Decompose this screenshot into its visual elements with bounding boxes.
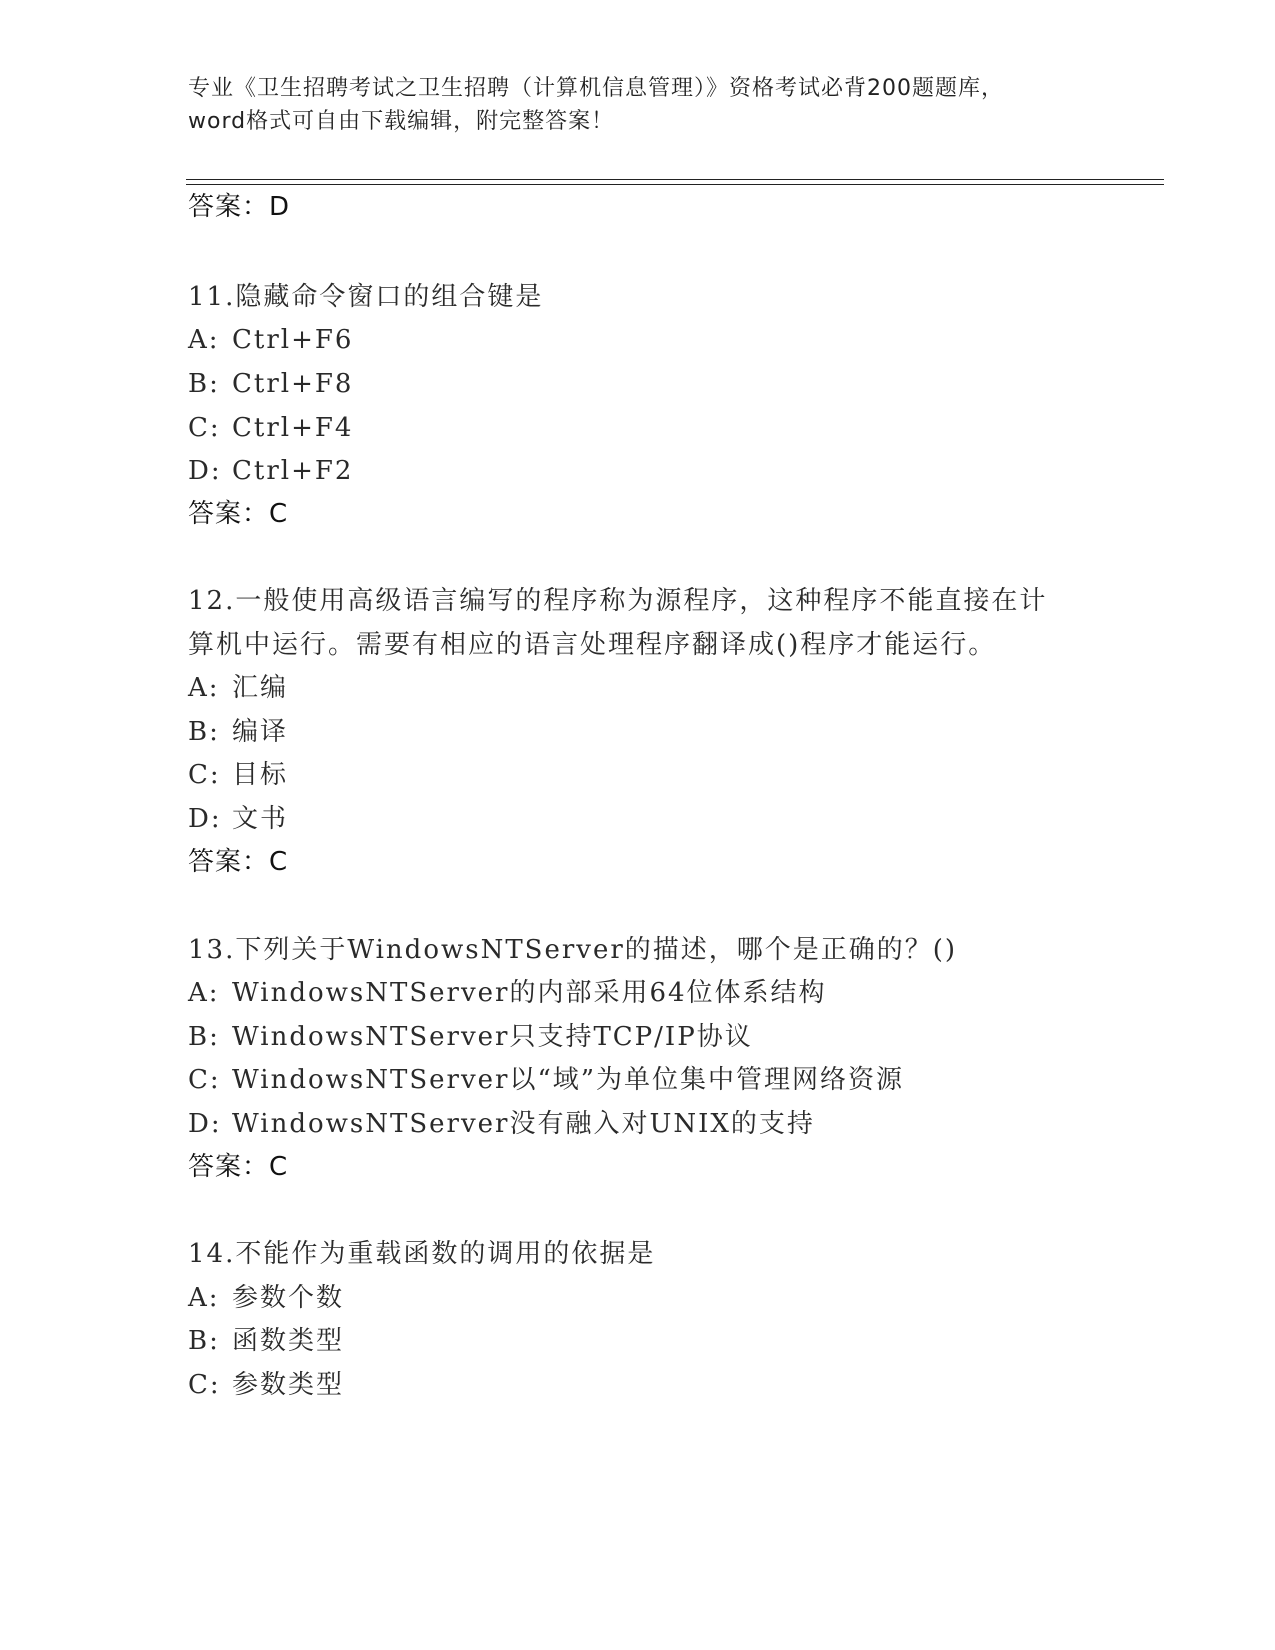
question-13-stem: 13.下列关于WindowsNTServer的描述，哪个是正确的？() — [188, 935, 958, 965]
option-text: WindowsNTServer以“域”为单位集中管理网络资源 — [232, 1065, 905, 1095]
document-header — [188, 72, 1088, 138]
question-13-answer: 答案：C — [188, 1152, 289, 1182]
option-letter: D: — [188, 804, 222, 834]
header-rule-top — [186, 179, 1164, 180]
question-11-answer: 答案：C — [188, 499, 289, 529]
option-letter: A: — [188, 1283, 220, 1313]
option-text: 文书 — [232, 804, 289, 834]
option-text: WindowsNTServer只支持TCP/IP协议 — [232, 1022, 753, 1052]
option-text: Ctrl+F8 — [232, 369, 354, 399]
header-line-2: word格式可自由下载编辑，附完整答案！ — [188, 109, 615, 134]
question-12-stem-line-1: 12.一般使用高级语言编写的程序称为源程序，这种程序不能直接在计 — [188, 586, 1048, 616]
header-line-1: 专业《卫生招聘考试之卫生招聘（计算机信息管理）》资格考试必背200题题库， — [188, 76, 1004, 101]
option-text: 函数类型 — [232, 1326, 345, 1356]
question-13-option-d — [188, 1107, 815, 1141]
question-12-option-d — [188, 802, 288, 836]
question-12-option-b — [188, 715, 288, 749]
option-letter: D: — [188, 1109, 222, 1139]
option-letter: A: — [188, 325, 220, 355]
option-letter: C: — [188, 760, 221, 790]
question-14-stem: 14.不能作为重载函数的调用的依据是 — [188, 1239, 656, 1269]
option-letter: B: — [188, 369, 220, 399]
option-text: Ctrl+F6 — [232, 325, 354, 355]
question-12-answer: 答案：C — [188, 847, 289, 877]
question-12-option-c — [188, 758, 288, 792]
option-letter: A: — [188, 978, 220, 1008]
option-letter: C: — [188, 413, 221, 443]
previous-answer: 答案：D — [188, 192, 291, 222]
question-13-option-a — [188, 976, 827, 1010]
option-text: WindowsNTServer没有融入对UNIX的支持 — [232, 1109, 815, 1139]
question-11-option-b — [188, 367, 353, 401]
option-letter: C: — [188, 1065, 221, 1095]
question-14-option-a — [188, 1281, 344, 1315]
option-text: 目标 — [232, 760, 289, 790]
option-letter: D: — [188, 456, 222, 486]
option-text: 编译 — [232, 717, 289, 747]
option-letter: A: — [188, 673, 220, 703]
question-12-stem-line-2: 算机中运行。需要有相应的语言处理程序翻译成()程序才能运行。 — [188, 630, 997, 660]
option-text: 参数类型 — [232, 1370, 345, 1400]
question-13-option-b — [188, 1020, 753, 1054]
option-letter: B: — [188, 1326, 220, 1356]
question-11-option-a — [188, 323, 353, 357]
question-12-option-a — [188, 671, 288, 705]
question-13-option-c — [188, 1063, 904, 1097]
header-rule-bottom — [186, 184, 1164, 185]
option-letter: B: — [188, 1022, 220, 1052]
question-14-option-b — [188, 1324, 344, 1358]
option-letter: B: — [188, 717, 220, 747]
question-11-option-d — [188, 454, 353, 488]
question-11-option-c — [188, 411, 353, 445]
option-text: 参数个数 — [232, 1283, 345, 1313]
question-14-option-c — [188, 1368, 344, 1402]
option-letter: C: — [188, 1370, 221, 1400]
option-text: Ctrl+F2 — [232, 456, 354, 486]
question-11-stem: 11.隐藏命令窗口的组合键是 — [188, 282, 544, 312]
option-text: WindowsNTServer的内部采用64位体系结构 — [232, 978, 827, 1008]
option-text: 汇编 — [232, 673, 289, 703]
option-text: Ctrl+F4 — [232, 413, 354, 443]
